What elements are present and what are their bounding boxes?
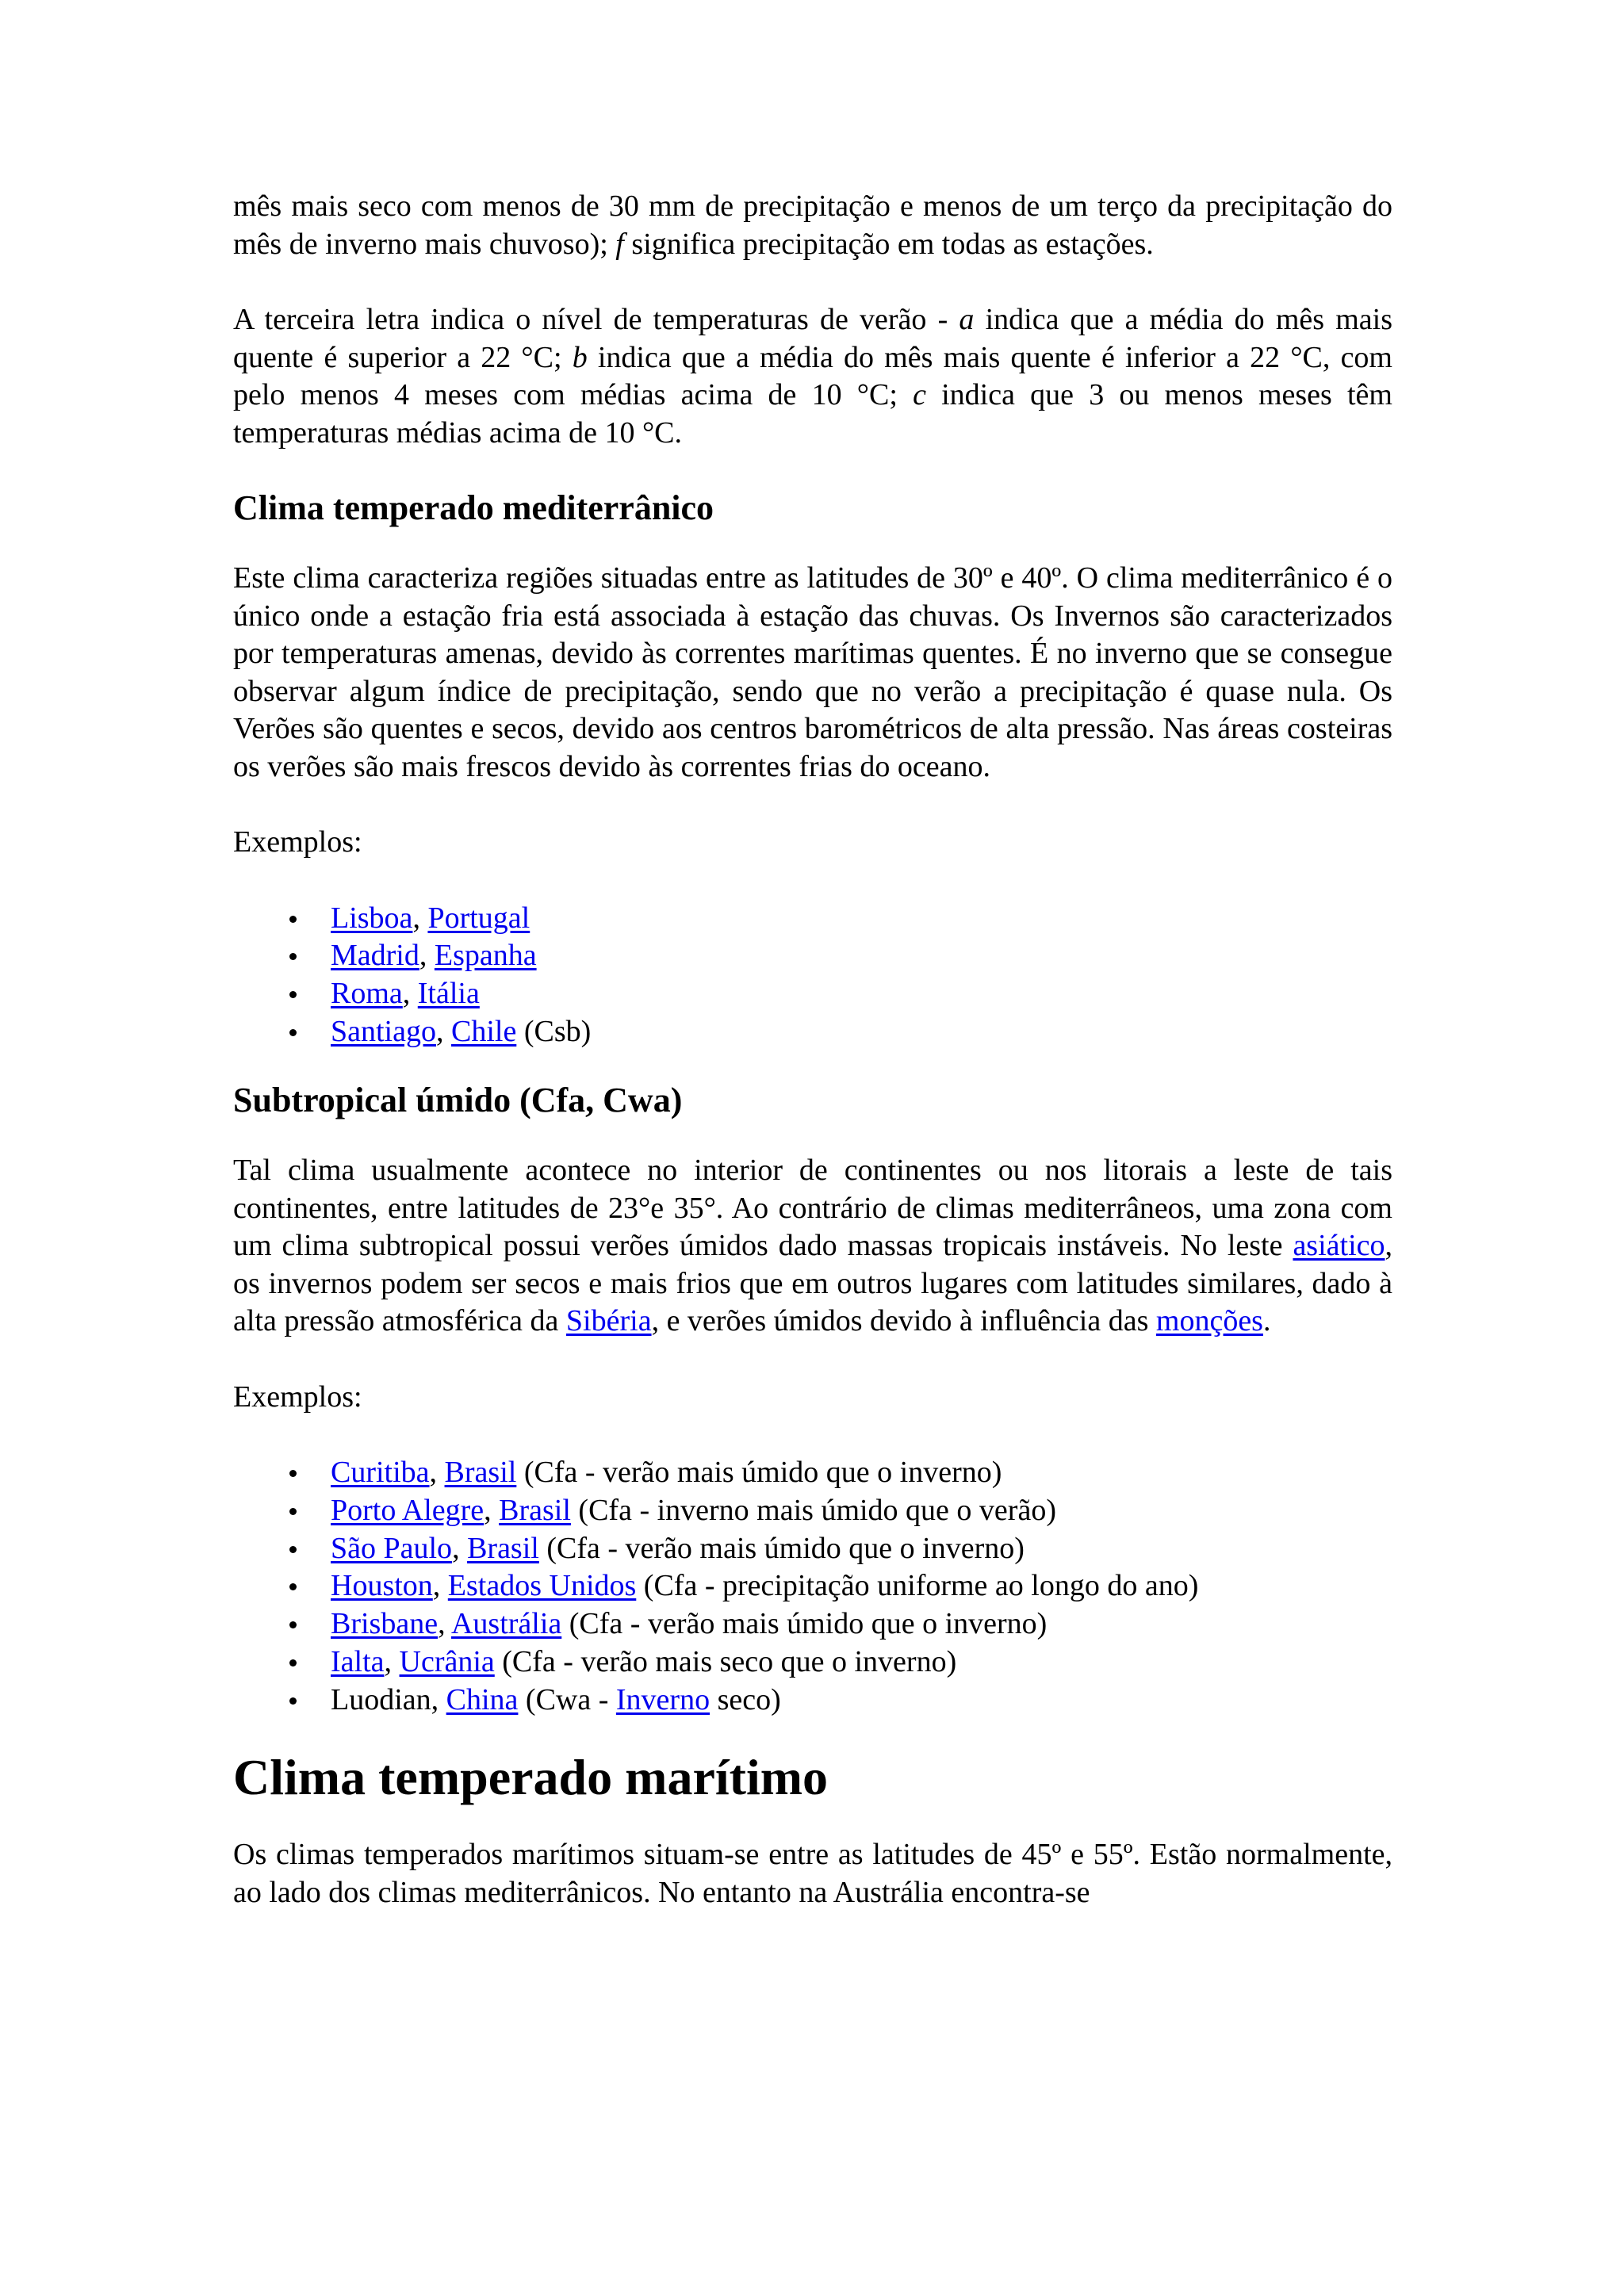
country-link[interactable]: Brasil xyxy=(499,1494,571,1528)
heading-maritime: Clima temperado marítimo xyxy=(233,1749,829,1806)
city-link[interactable]: Madrid xyxy=(331,939,419,973)
city-link[interactable]: Lisboa xyxy=(331,901,413,935)
mediterranean-paragraph: Este clima caracteriza regiões situadas entre as latitudes de 30º e 40º. O clima mediterrânico é o único onde a estação fria está associada à estação das chuvas. Os Invernos são caracterizados por temperaturas amenas, devido às correntes marítimas quentes. É no inverno que se consegue observar algum índice de precipitação, sendo que no verão a precipitação é quase nula. Os Verões são quentes e secos, devido aos centros barométricos de alta pressão. Nas áreas costeiras os verões são mais frescos devido às correntes frias do oceano. xyxy=(233,561,1392,783)
country-link[interactable]: China xyxy=(446,1682,519,1716)
mediterranean-examples-label: Exemplos: xyxy=(233,825,362,859)
text-run: . xyxy=(1262,1304,1271,1338)
country-link[interactable]: Itália xyxy=(417,976,480,1010)
example-note: seco) xyxy=(710,1682,781,1716)
country-link[interactable]: Austrália xyxy=(450,1607,562,1641)
example-note: (Cfa - precipitação uniforme ao longo do ano) xyxy=(636,1569,1199,1603)
city-link[interactable]: Ialta xyxy=(331,1644,385,1678)
text-run: indica que a média do mês mais quente é inferior a 22 °C, com pelo menos 4 meses com médias acima de 10 °C; xyxy=(233,340,1392,411)
example-note: (Csb) xyxy=(516,1014,592,1048)
list-item: Curitiba, Brasil (Cfa - verão mais úmido que o inverno) xyxy=(233,1454,1392,1492)
italic-letter-c: c xyxy=(913,378,926,411)
country-link[interactable]: Ucrânia xyxy=(399,1644,495,1678)
list-item: Porto Alegre, Brasil (Cfa - inverno mais úmido que o verão) xyxy=(233,1492,1392,1530)
list-item: São Paulo, Brasil (Cfa - verão mais úmido que o inverno) xyxy=(233,1530,1392,1568)
city-link[interactable]: São Paulo xyxy=(331,1531,453,1565)
example-note: (Cfa - verão mais úmido que o inverno) xyxy=(561,1607,1048,1641)
list-item: Madrid, Espanha xyxy=(233,937,1392,975)
city-text: Luodian, xyxy=(331,1682,446,1716)
list-item: Brisbane, Austrália (Cfa - verão mais úmido que o inverno) xyxy=(233,1605,1392,1644)
text-run: significa precipitação em todas as estações. xyxy=(623,227,1154,261)
city-link[interactable]: Santiago xyxy=(331,1014,436,1048)
mediterranean-examples-list xyxy=(233,900,1392,1051)
document-page xyxy=(233,188,1392,1911)
text-run: indica que 3 ou menos meses têm temperaturas médias acima de 10 °C. xyxy=(233,378,1392,450)
intro-paragraph-1 xyxy=(233,188,1392,263)
country-link[interactable]: Estados Unidos xyxy=(447,1569,637,1603)
country-link[interactable]: Brasil xyxy=(444,1456,517,1490)
text-run: Tal clima usualmente acontece no interior de continentes ou nos litorais a leste de tais continentes, entre latitudes de 23°e 35°. Ao contrário de climas mediterrâneos, uma zona com um clima subtropical possui verões úmidos dado massas tropicais instáveis. No leste xyxy=(233,1154,1392,1263)
example-note: (Cfa - verão mais seco que o inverno) xyxy=(494,1644,957,1678)
text-run: indica que a média do mês mais quente é superior a 22 °C; xyxy=(233,303,1392,374)
text-run: , e verões úmidos devido à influência das xyxy=(651,1304,1156,1338)
subtropical-examples-list xyxy=(233,1454,1392,1719)
intro-paragraph-2 xyxy=(233,301,1392,452)
subtropical-paragraph xyxy=(233,1152,1392,1341)
example-note: (Cfa - verão mais úmido que o inverno) xyxy=(538,1531,1025,1565)
italic-letter-b: b xyxy=(572,340,588,374)
city-link[interactable]: Curitiba xyxy=(331,1456,430,1490)
country-link[interactable]: Brasil xyxy=(467,1531,539,1565)
city-link[interactable]: Brisbane xyxy=(331,1607,439,1641)
example-note: (Cfa - inverno mais úmido que o verão) xyxy=(570,1494,1056,1528)
list-item: Lisboa, Portugal xyxy=(233,900,1392,938)
link-moncoes[interactable]: monções xyxy=(1155,1304,1263,1338)
list-item: Ialta, Ucrânia (Cfa - verão mais seco que o inverno) xyxy=(233,1644,1392,1682)
list-item: Houston, Estados Unidos (Cfa - precipitação uniforme ao longo do ano) xyxy=(233,1567,1392,1605)
city-link[interactable]: Houston xyxy=(331,1569,433,1603)
list-item xyxy=(233,1682,1392,1720)
maritime-paragraph: Os climas temperados marítimos situam-se entre as latitudes de 45º e 55º. Estão normalmente, ao lado dos climas mediterrânicos. No entanto na Austrália encontra-se xyxy=(233,1838,1392,1909)
heading-subtropical: Subtropical úmido (Cfa, Cwa) xyxy=(233,1081,683,1120)
country-link[interactable]: Chile xyxy=(450,1014,517,1048)
link-inverno[interactable]: Inverno xyxy=(615,1682,710,1716)
city-link[interactable]: Porto Alegre xyxy=(331,1494,485,1528)
example-note: (Cwa - xyxy=(518,1682,616,1716)
text-run: A terceira letra indica o nível de temperaturas de verão - xyxy=(233,303,959,336)
text-run: mês mais seco com menos de 30 mm de precipitação e menos de um terço da precipitação do mês de inverno mais chuvoso); xyxy=(233,189,1392,261)
text-run: , os invernos podem ser secos e mais frios que em outros lugares com latitudes similares, dado à alta pressão atmosférica da xyxy=(233,1229,1392,1338)
italic-letter-a: a xyxy=(959,303,975,336)
subtropical-examples-label: Exemplos: xyxy=(233,1380,362,1414)
country-link[interactable]: Portugal xyxy=(427,901,530,935)
heading-mediterranean: Clima temperado mediterrânico xyxy=(233,488,714,527)
list-item: Santiago, Chile (Csb) xyxy=(233,1013,1392,1051)
link-siberia[interactable]: Sibéria xyxy=(565,1304,652,1338)
italic-letter-f: f xyxy=(615,227,624,261)
example-note: (Cfa - verão mais úmido que o inverno) xyxy=(516,1456,1002,1490)
city-link[interactable]: Roma xyxy=(331,976,403,1010)
country-link[interactable]: Espanha xyxy=(434,939,537,973)
link-asiatico[interactable]: asiático xyxy=(1293,1229,1385,1263)
list-item: Roma, Itália xyxy=(233,975,1392,1013)
